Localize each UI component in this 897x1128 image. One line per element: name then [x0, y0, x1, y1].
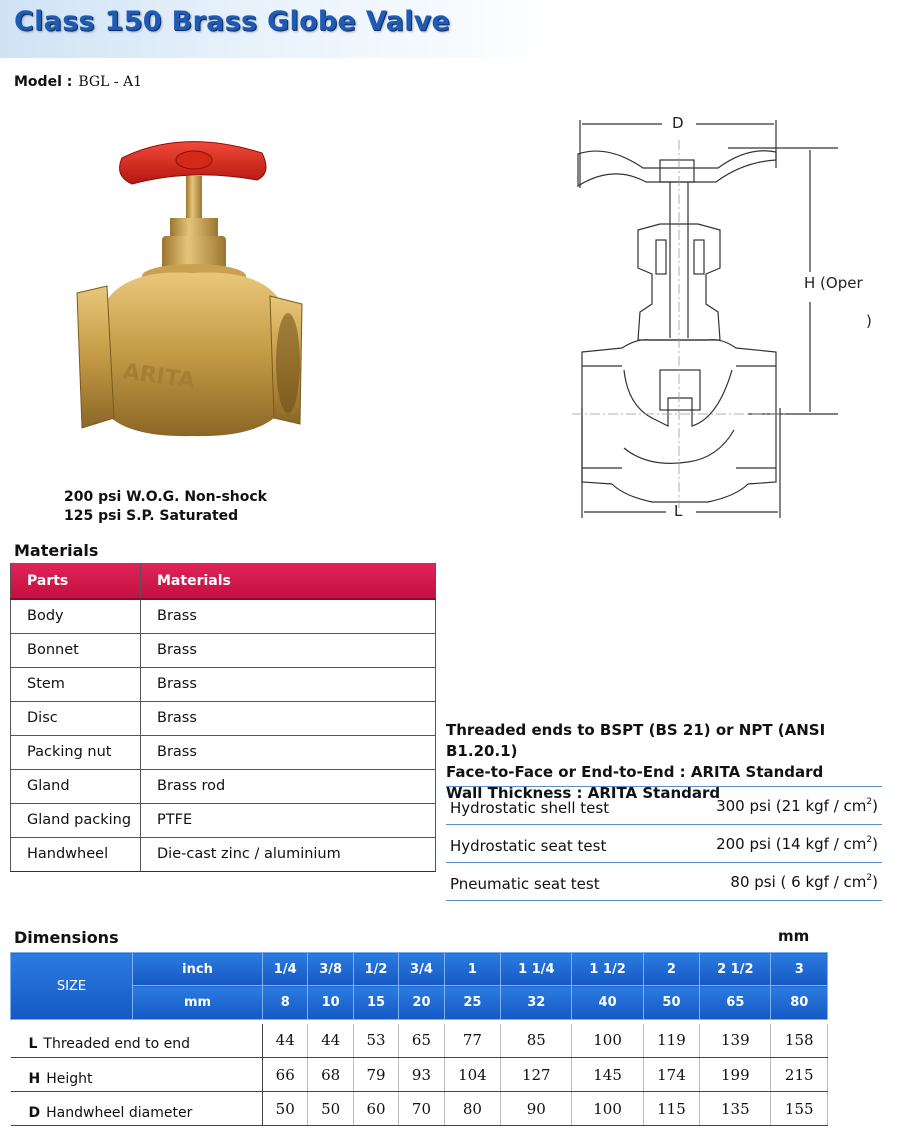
spec-line-3: Wall Thickness : ARITA Standard — [446, 784, 721, 802]
table-row — [11, 769, 436, 803]
list-item — [446, 863, 882, 901]
part-cell: Gland — [11, 769, 141, 803]
valve-photo — [62, 118, 327, 448]
inch-cell: 3/8 — [308, 953, 353, 986]
mm-cell: 40 — [572, 986, 643, 1020]
mm-cell: 25 — [444, 986, 500, 1020]
table-row — [11, 735, 436, 769]
materials-title: Materials — [14, 541, 99, 560]
dim-label-h: H (Oper — [804, 274, 863, 292]
mm-cell: 10 — [308, 986, 353, 1020]
pressure-tests — [446, 786, 882, 901]
dim-cell: 174 — [643, 1058, 699, 1092]
part-cell: Body — [11, 599, 141, 633]
dim-cell: 115 — [643, 1092, 699, 1126]
dim-cell: 93 — [399, 1058, 444, 1092]
dimensions-unit: mm — [778, 927, 810, 945]
inch-cell: 1 1/4 — [501, 953, 572, 986]
dim-cell: 135 — [700, 1092, 771, 1126]
size-label: SIZE — [11, 953, 133, 1020]
model-value: BGL - A1 — [78, 74, 143, 90]
list-item — [446, 825, 882, 863]
list-item — [446, 787, 882, 825]
part-cell: Bonnet — [11, 633, 141, 667]
inch-cell: 2 1/2 — [700, 953, 771, 986]
table-row — [11, 803, 436, 837]
materials-header-row — [11, 563, 436, 599]
mm-label: mm — [133, 986, 263, 1020]
inch-cell: 1/2 — [353, 953, 398, 986]
valve-drawing — [548, 108, 878, 528]
col-materials: Materials — [141, 563, 436, 599]
page-title: Class 150 Brass Globe Valve — [14, 6, 451, 37]
model-line — [14, 74, 142, 90]
dim-row-label: H Height — [11, 1058, 263, 1092]
table-row — [11, 701, 436, 735]
table-row — [11, 667, 436, 701]
table-row — [11, 837, 436, 871]
dim-label-d: D — [672, 114, 684, 132]
dim-cell: 104 — [444, 1058, 500, 1092]
dim-cell: 60 — [353, 1092, 398, 1126]
mm-cell: 32 — [501, 986, 572, 1020]
table-row — [11, 1058, 828, 1092]
part-cell: Stem — [11, 667, 141, 701]
mm-cell: 20 — [399, 986, 444, 1020]
test-value: 200 psi (14 kgf / $cm^2$) — [716, 835, 878, 853]
dimensions-table — [10, 952, 828, 1126]
test-value: 80 psi ( 6 kgf / $cm^2$) — [730, 873, 878, 891]
table-row — [11, 1092, 828, 1126]
col-parts: Parts — [11, 563, 141, 599]
dimensions-title: Dimensions — [14, 928, 119, 947]
dim-cell: 44 — [308, 1024, 353, 1058]
test-name: Hydrostatic seat test — [450, 837, 607, 855]
rating-line-2: 125 psi S.P. Saturated — [64, 508, 239, 524]
dim-cell: 85 — [501, 1024, 572, 1058]
test-value: 300 psi (21 kgf / $cm^2$) — [716, 797, 878, 815]
material-cell: Brass — [141, 735, 436, 769]
inch-cell: 1 1/2 — [572, 953, 643, 986]
dim-cell: 90 — [501, 1092, 572, 1126]
dim-cell: 68 — [308, 1058, 353, 1092]
dim-cell: 79 — [353, 1058, 398, 1092]
mm-cell: 8 — [263, 986, 308, 1020]
dim-cell: 80 — [444, 1092, 500, 1126]
inch-cell: 1 — [444, 953, 500, 986]
material-cell: PTFE — [141, 803, 436, 837]
pressure-ratings — [64, 488, 267, 526]
dim-cell: 215 — [771, 1058, 828, 1092]
material-cell: Brass — [141, 633, 436, 667]
rating-line-1: 200 psi W.O.G. Non-shock — [64, 489, 267, 505]
inch-cell: 2 — [643, 953, 699, 986]
spec-line-1: Threaded ends to BSPT (BS 21) or NPT (ANSI B1.20.1) — [446, 721, 826, 760]
dim-label-h-close: ) — [866, 312, 872, 330]
dim-cell: 158 — [771, 1024, 828, 1058]
dim-row-label: L Threaded end to end — [11, 1024, 263, 1058]
dim-cell: 53 — [353, 1024, 398, 1058]
dim-cell: 139 — [700, 1024, 771, 1058]
inch-cell: 3/4 — [399, 953, 444, 986]
inch-cell: 1/4 — [263, 953, 308, 986]
dim-cell: 50 — [263, 1092, 308, 1126]
dim-cell: 66 — [263, 1058, 308, 1092]
material-cell: Brass rod — [141, 769, 436, 803]
dim-cell: 145 — [572, 1058, 643, 1092]
part-cell: Disc — [11, 701, 141, 735]
materials-table — [10, 563, 436, 872]
brand-mark: ARITA — [121, 359, 197, 395]
mm-cell: 80 — [771, 986, 828, 1020]
test-name: Hydrostatic shell test — [450, 799, 610, 817]
dim-cell: 199 — [700, 1058, 771, 1092]
dim-row-label: D Handwheel diameter — [11, 1092, 263, 1126]
material-cell: Brass — [141, 599, 436, 633]
dim-cell: 44 — [263, 1024, 308, 1058]
dim-cell: 65 — [399, 1024, 444, 1058]
material-cell: Brass — [141, 701, 436, 735]
dim-cell: 100 — [572, 1024, 643, 1058]
dim-cell: 50 — [308, 1092, 353, 1126]
model-label: Model : — [14, 74, 73, 90]
dim-cell: 70 — [399, 1092, 444, 1126]
table-row — [11, 1024, 828, 1058]
dim-cell: 100 — [572, 1092, 643, 1126]
dim-cell: 119 — [643, 1024, 699, 1058]
part-cell: Packing nut — [11, 735, 141, 769]
part-cell: Handwheel — [11, 837, 141, 871]
table-row — [11, 633, 436, 667]
test-name: Pneumatic seat test — [450, 875, 600, 893]
table-row — [11, 599, 436, 633]
dim-cell: 155 — [771, 1092, 828, 1126]
dim-cell: 127 — [501, 1058, 572, 1092]
dim-cell: 77 — [444, 1024, 500, 1058]
dim-label-l: L — [674, 502, 683, 520]
mm-header-row — [11, 986, 828, 1020]
mm-cell: 65 — [700, 986, 771, 1020]
drawing-lines — [548, 108, 878, 528]
mm-cell: 15 — [353, 986, 398, 1020]
mm-cell: 50 — [643, 986, 699, 1020]
material-cell: Die-cast zinc / aluminium — [141, 837, 436, 871]
material-cell: Brass — [141, 667, 436, 701]
part-cell: Gland packing — [11, 803, 141, 837]
spec-line-2: Face-to-Face or End-to-End : ARITA Standard — [446, 763, 824, 781]
inch-cell: 3 — [771, 953, 828, 986]
inch-label: inch — [133, 953, 263, 986]
inch-header-row — [11, 953, 828, 986]
